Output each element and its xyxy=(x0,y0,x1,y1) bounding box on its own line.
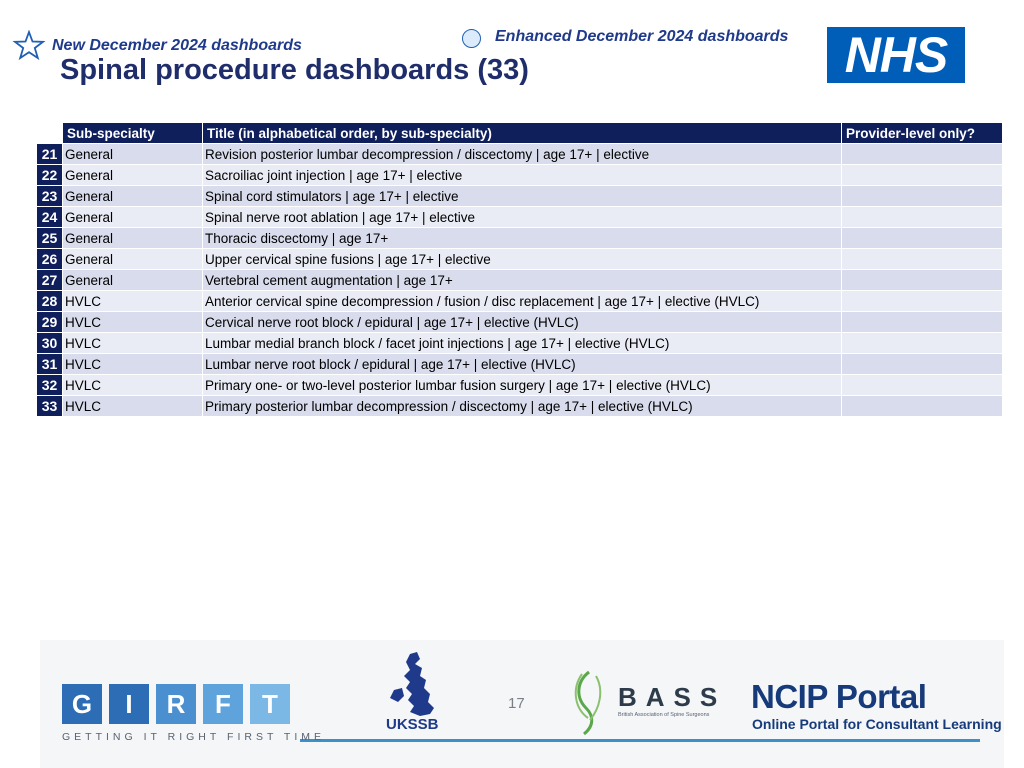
row-number: 28 xyxy=(37,291,63,312)
row-sub-specialty: HVLC xyxy=(63,354,203,375)
row-provider-level xyxy=(842,270,1003,291)
row-provider-level xyxy=(842,228,1003,249)
row-provider-level xyxy=(842,312,1003,333)
row-number: 27 xyxy=(37,270,63,291)
star-icon xyxy=(12,30,46,60)
row-sub-specialty: HVLC xyxy=(63,375,203,396)
row-number: 24 xyxy=(37,207,63,228)
row-sub-specialty: HVLC xyxy=(63,312,203,333)
header-provider-level: Provider-level only? xyxy=(842,123,1003,144)
table-row xyxy=(37,312,1003,333)
girft-logo xyxy=(62,684,297,724)
row-provider-level xyxy=(842,207,1003,228)
ncip-portal-subtitle: Online Portal for Consultant Learning xyxy=(752,716,1002,732)
row-sub-specialty: General xyxy=(63,186,203,207)
page-number: 17 xyxy=(508,695,525,712)
row-provider-level xyxy=(842,249,1003,270)
row-sub-specialty: General xyxy=(63,270,203,291)
row-provider-level xyxy=(842,354,1003,375)
row-provider-level xyxy=(842,396,1003,417)
table-row xyxy=(37,396,1003,417)
row-title: Upper cervical spine fusions | age 17+ | elective xyxy=(203,249,842,270)
row-title: Spinal cord stimulators | age 17+ | elective xyxy=(203,186,842,207)
row-sub-specialty: General xyxy=(63,228,203,249)
row-sub-specialty: HVLC xyxy=(63,333,203,354)
row-title: Cervical nerve root block / epidural | age 17+ | elective (HVLC) xyxy=(203,312,842,333)
table-row xyxy=(37,375,1003,396)
row-sub-specialty: HVLC xyxy=(63,396,203,417)
row-number: 25 xyxy=(37,228,63,249)
row-sub-specialty: HVLC xyxy=(63,291,203,312)
footer-divider xyxy=(300,739,980,742)
row-number: 21 xyxy=(37,144,63,165)
row-number: 32 xyxy=(37,375,63,396)
table-row xyxy=(37,270,1003,291)
girft-letter-f: F xyxy=(203,684,243,724)
row-number: 22 xyxy=(37,165,63,186)
row-provider-level xyxy=(842,375,1003,396)
row-number: 23 xyxy=(37,186,63,207)
row-sub-specialty: General xyxy=(63,144,203,165)
row-title: Lumbar nerve root block / epidural | age 17+ | elective (HVLC) xyxy=(203,354,842,375)
spine-icon xyxy=(564,668,614,736)
row-title: Spinal nerve root ablation | age 17+ | elective xyxy=(203,207,842,228)
table-row xyxy=(37,165,1003,186)
header-sub-specialty: Sub-specialty xyxy=(63,123,203,144)
row-number: 33 xyxy=(37,396,63,417)
girft-letter-g: G xyxy=(62,684,102,724)
row-provider-level xyxy=(842,333,1003,354)
row-provider-level xyxy=(842,144,1003,165)
girft-letter-i: I xyxy=(109,684,149,724)
header-title: Title (in alphabetical order, by sub-specialty) xyxy=(203,123,842,144)
circle-icon xyxy=(462,29,481,48)
row-number: 26 xyxy=(37,249,63,270)
nhs-logo-text: NHS xyxy=(844,27,948,83)
table-row xyxy=(37,354,1003,375)
row-title: Anterior cervical spine decompression / fusion / disc replacement | age 17+ | elective (HVLC) xyxy=(203,291,842,312)
table-row xyxy=(37,333,1003,354)
girft-letter-t: T xyxy=(250,684,290,724)
girft-tagline: GETTING IT RIGHT FIRST TIME xyxy=(62,731,325,743)
row-provider-level xyxy=(842,186,1003,207)
table-row xyxy=(37,207,1003,228)
legend-enhanced xyxy=(462,29,788,48)
row-title: Primary posterior lumbar decompression / discectomy | age 17+ | elective (HVLC) xyxy=(203,396,842,417)
row-provider-level xyxy=(842,291,1003,312)
row-sub-specialty: General xyxy=(63,207,203,228)
bass-name: BASS xyxy=(618,682,727,712)
table-row xyxy=(37,186,1003,207)
table-row xyxy=(37,249,1003,270)
table-row xyxy=(37,228,1003,249)
row-number: 30 xyxy=(37,333,63,354)
row-sub-specialty: General xyxy=(63,165,203,186)
row-title: Vertebral cement augmentation | age 17+ xyxy=(203,270,842,291)
legend-enhanced-label: Enhanced December 2024 dashboards xyxy=(495,27,789,45)
row-provider-level xyxy=(842,165,1003,186)
row-title: Thoracic discectomy | age 17+ xyxy=(203,228,842,249)
legend-new-label: New December 2024 dashboards xyxy=(52,37,302,54)
table-header-row xyxy=(37,123,1003,144)
page-title: Spinal procedure dashboards (33) xyxy=(60,54,529,86)
row-title: Lumbar medial branch block / facet joint injections | age 17+ | elective (HVLC) xyxy=(203,333,842,354)
nhs-logo xyxy=(827,27,965,83)
header-blank xyxy=(37,123,63,144)
table-row xyxy=(37,291,1003,312)
dashboards-table xyxy=(36,122,1003,417)
row-title: Sacroiliac joint injection | age 17+ | elective xyxy=(203,165,842,186)
table-row xyxy=(37,144,1003,165)
row-sub-specialty: General xyxy=(63,249,203,270)
row-number: 29 xyxy=(37,312,63,333)
row-title: Primary one- or two-level posterior lumbar fusion surgery | age 17+ | elective (HVLC) xyxy=(203,375,842,396)
ukssb-label: UKSSB xyxy=(386,716,439,733)
ncip-portal-title: NCIP Portal xyxy=(751,678,927,715)
row-title: Revision posterior lumbar decompression / discectomy | age 17+ | elective xyxy=(203,144,842,165)
row-number: 31 xyxy=(37,354,63,375)
girft-letter-r: R xyxy=(156,684,196,724)
bass-subtitle: British Association of Spine Surgeons xyxy=(618,712,710,718)
